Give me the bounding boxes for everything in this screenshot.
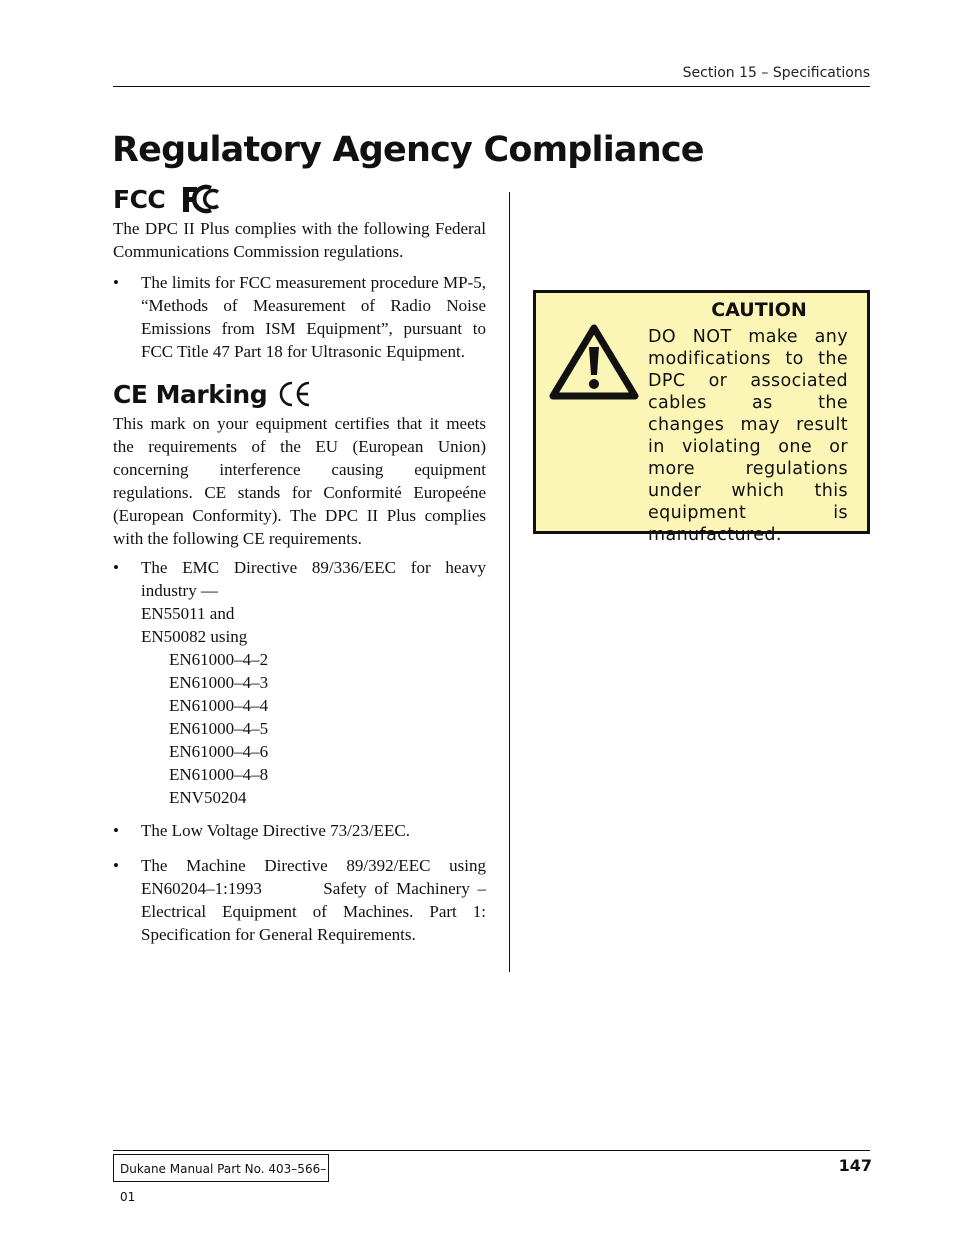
section-header: Section 15 – Specifications — [682, 65, 870, 81]
low-voltage-bullet — [113, 819, 486, 842]
machine-text: The Machine Directive 89/392/EEC using EN60204–1:1993 Safety of Machinery – Electrical Equipment of Machines. Part 1: Specification for General Requirements. — [141, 856, 491, 944]
fcc-heading-label: FCC — [113, 184, 166, 214]
emc-bullet — [113, 556, 486, 809]
fcc-heading — [113, 184, 486, 214]
ce-intro: This mark on your equipment certifies that it meets the requirements of the EU (European Union) concerning interference causing equipment regulations. CE stands for Conformité Europeéne (European Conformity). The DPC II Plus complies with the following CE requirements. — [113, 414, 486, 548]
warning-triangle-icon — [549, 323, 639, 406]
ce-heading — [113, 379, 486, 409]
emc-standard: ENV50204 — [169, 788, 247, 807]
left-column — [113, 180, 491, 946]
header-rule — [113, 86, 870, 87]
emc-standard: EN61000–4–6 — [169, 742, 269, 761]
page-title: Regulatory Agency Compliance — [112, 130, 704, 170]
fcc-bullet — [113, 271, 486, 363]
bullet-dot: • — [113, 856, 119, 875]
caution-box — [533, 290, 870, 545]
emc-line2: EN55011 and — [141, 604, 235, 623]
emc-standard: EN61000–4–4 — [169, 696, 269, 715]
fcc-bullet-text: The limits for FCC measurement procedure MP-5, “Methods of Measurement of Radio Noise Emissions from ISM Equipment”, pursuant to FCC Title 47 Part 18 for Ultrasonic Equipment. — [141, 273, 486, 361]
page-number: 147 — [838, 1156, 872, 1175]
fcc-intro: The DPC II Plus complies with the following Federal Communications Commission regulations. — [113, 219, 486, 261]
caution-text: DO NOT make any modifications to the DPC or associated cables as the changes may result in violating one or more regulations under which this equipment is manufactured. — [648, 327, 848, 545]
fcc-logo-icon — [181, 184, 223, 214]
emc-line3: EN50082 using — [141, 627, 248, 646]
emc-standard: EN61000–4–2 — [169, 650, 269, 669]
ce-mark-icon — [277, 379, 313, 409]
bullet-dot: • — [113, 558, 119, 577]
column-divider — [509, 192, 510, 972]
emc-standard: EN61000–4–3 — [169, 673, 269, 692]
low-voltage-text: The Low Voltage Directive 73/23/EEC. — [141, 821, 410, 840]
emc-standard: EN61000–4–8 — [169, 765, 269, 784]
footer-rule — [113, 1150, 870, 1151]
bullet-dot: • — [113, 821, 119, 840]
emc-line1: The EMC Directive 89/336/EEC for heavy industry — — [141, 558, 486, 600]
caution-title: CAUTION — [711, 299, 807, 321]
machine-bullet — [113, 854, 491, 946]
emc-standard: EN61000–4–5 — [169, 719, 269, 738]
ce-heading-label: CE Marking — [113, 379, 268, 409]
emc-standards-list — [141, 648, 486, 809]
bullet-dot: • — [113, 273, 119, 292]
manual-part-number: Dukane Manual Part No. 403–566–01 — [113, 1154, 329, 1182]
